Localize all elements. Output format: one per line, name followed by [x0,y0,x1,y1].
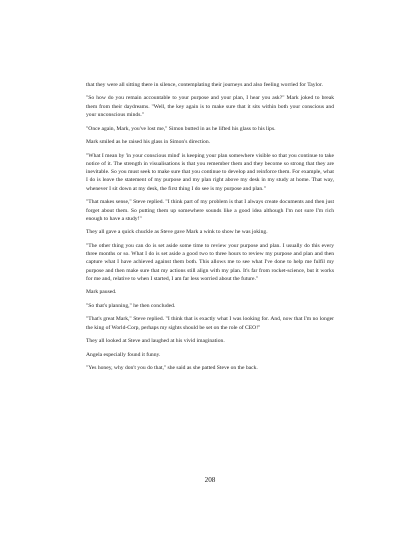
paragraph: "So that's planning," he then concluded. [86,302,176,309]
paragraph: "Once again, Mark, you've lost me," Simon butted in as he lifted his glass to his lips. [86,125,276,132]
paragraph: "That makes sense," Steve replied. "I think part of my problem is that I always create documents and then just forget about them. So putting them up somewhere sounds like a good idea although I'm not sure I'm rich enough to have a study!" [86,199,334,222]
paragraph: They all gave a quick chuckle as Steve gave Mark a wink to show he was joking. [86,229,268,236]
paragraph: "What I mean by 'in your conscious mind' is keeping your plan somewhere visible so that you continue to take notice of it. The strength in visualisations is that you remember them and they become so strong that they are inevitable. So you must seek to make sure that you continue to develop and reinforce them. For example, what I do is leave the statement of my purpose and my plan right above my desk in my study at home. That way, whenever I sit down at my desk, the first thing I do see is my purpose and plan." [86,152,334,192]
paragraph: Mark paused. [86,289,117,296]
body-text [86,81,334,378]
paragraph: "The other thing you can do is set aside some time to review your purpose and plan. I usually do this every three months or so. What I do is set aside a good two to three hours to review my purpose and plan and then capture what I have achieved against them both. This allows me to see what I've done to help me fulfil my purpose and then make sure that my actions still align with my plan. It's far from rocket-science, but it works for me and, relative to when I started, I am far less worried about the future." [86,242,334,282]
paragraph: Angela especially found it funny. [86,351,161,358]
paragraph: Mark smiled as he raised his glass in Simon's direction. [86,139,211,146]
paragraph: They all looked at Steve and laughed at his vivid imagination. [86,338,225,345]
paragraph: "That's great Mark," Steve replied. "I think that is exactly what I was looking for. And, now that I'm no longer the king of World-Corp, perhaps my sights should be set on the role of CEO!" [86,316,334,331]
page-number: 208 [204,476,216,484]
paragraph: that they were all sitting there in silence, contemplating their journeys and also feeling worried for Taylor. [86,82,323,88]
paragraph: "Yes honey, why don't you do that," she said as she patted Steve on the back. [86,365,258,372]
paragraph: "So how do you remain accountable to your purpose and your plan, I hear you ask?" Mark joked to break them from their daydreams. "Well, the key again is to make sure that it sits within both your conscious and your unconscious minds." [86,95,334,119]
